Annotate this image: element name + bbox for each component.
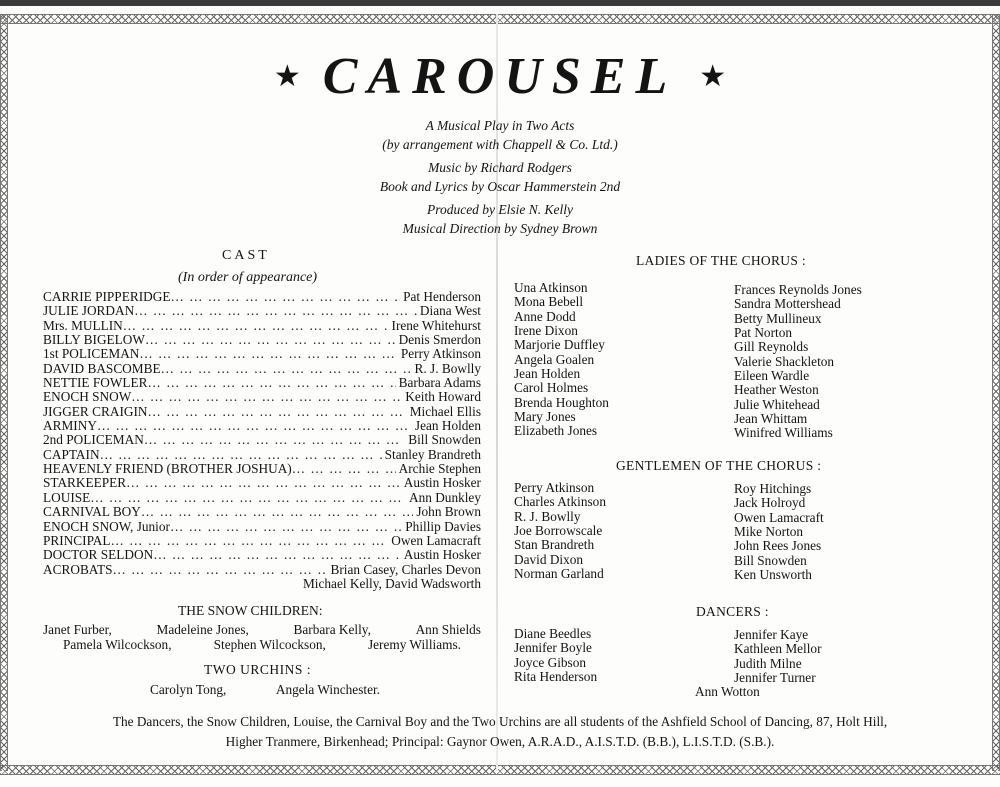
snow-child: Pamela Wilcockson, [63, 637, 172, 652]
chorus-member: Betty Mullineux [734, 310, 822, 326]
credit-line: Produced by Elsie N. Kelly [426, 202, 574, 217]
cast-role: ENOCH SNOW [43, 390, 132, 405]
cast-row [43, 548, 481, 562]
cast-actor: John Brown [416, 505, 481, 520]
chorus-member: Frances Reynolds Jones [734, 282, 862, 297]
cast-row [43, 419, 481, 433]
cast-row [43, 405, 481, 419]
cast-row [43, 304, 481, 318]
chorus-member: Joyce Gibson [514, 654, 587, 670]
cast-actor: Bill Snowden [408, 433, 481, 448]
cast-role: 1st POLICEMAN [43, 347, 140, 362]
cast-role: ENOCH SNOW, Junior [43, 519, 170, 534]
page-title: CAROUSEL [322, 48, 678, 105]
chorus-member: Marjorie Duffley [514, 337, 605, 353]
snow-children-heading: THE SNOW CHILDREN: [178, 603, 323, 618]
cast-role: ARMINY [43, 419, 97, 434]
dancers-heading: DANCERS : [696, 604, 769, 619]
dancer-last: Ann Wotton [695, 684, 760, 699]
cast-role: DOCTOR SELDON [43, 548, 154, 563]
dancers-col-1 [514, 627, 597, 684]
cast-actor: Perry Atkinson [400, 347, 481, 362]
cast-role: NETTIE FOWLER [43, 376, 148, 391]
leader-dots [161, 362, 412, 376]
cast-actor: Denis Smerdon [398, 333, 481, 348]
cast-actor: Keith Howard [405, 390, 481, 405]
cast-row [43, 563, 481, 577]
urchins-heading: TWO URCHINS : [204, 662, 311, 677]
cast-role: CARNIVAL BOY [43, 505, 141, 520]
chorus-member: Jennifer Boyle [514, 640, 592, 656]
chorus-member: Ken Unsworth [734, 567, 812, 583]
footer-line: Higher Tranmere, Birkenhead; Principal: Gaynor Owen, A.R.A.D., A.I.S.T.D. (B.B.), L.I.S.T.D. (S.B.). [225, 734, 775, 749]
chorus-member: Carol Holmes [514, 380, 589, 396]
urchins-names [150, 682, 380, 698]
cast-actor: Barbara Adams [398, 376, 481, 391]
cast-row [43, 333, 481, 347]
cast-actor: Jean Holden [414, 419, 481, 434]
cast-actor: Austin Hosker [403, 476, 481, 491]
cast-actor: Owen Lamacraft [391, 533, 481, 548]
leader-dots [90, 491, 406, 505]
chorus-member: Stan Brandreth [514, 537, 595, 553]
leader-dots [123, 319, 389, 333]
urchin: Angela Winchester. [275, 682, 380, 697]
title-block [0, 48, 1000, 105]
cast-row [43, 534, 481, 548]
star-icon: ★ [699, 59, 727, 94]
chorus-member: David Dixon [514, 551, 584, 567]
chorus-member: Sandra Mottershead [734, 296, 841, 312]
chorus-member: Irene Dixon [514, 323, 578, 339]
credit-line: Music by Richard Rodgers [428, 160, 572, 175]
credit-line: Book and Lyrics by Oscar Hammerstein 2nd [379, 179, 621, 194]
cast-actor-continued: Michael Kelly, David Wadsworth [302, 575, 481, 591]
cast-row [43, 362, 481, 376]
chorus-member: Jean Whittam [734, 411, 808, 427]
snow-children-line-1 [43, 622, 481, 638]
cast-row [43, 505, 481, 519]
chorus-member: Mona Bebell [514, 294, 584, 310]
chorus-member: Jennifer Turner [734, 670, 816, 686]
cast-row [43, 520, 481, 534]
cast-role: ACROBATS [43, 562, 113, 577]
snow-child: Ann Shields [415, 622, 481, 637]
gentlemen-heading: GENTLEMEN OF THE CHORUS : [616, 458, 822, 473]
cast-row [43, 433, 481, 447]
ladies-col-2 [734, 283, 862, 441]
footer-note [0, 712, 1000, 752]
cast-actor: Pat Henderson [403, 290, 481, 304]
cast-row [43, 390, 481, 404]
leader-dots [100, 448, 382, 462]
cast-role: LOUISE [43, 490, 91, 505]
cast-role: PRINCIPAL [43, 533, 111, 548]
snow-children-line-2 [63, 637, 461, 653]
leader-dots [112, 563, 327, 577]
cast-subheading: (In order of appearance) [178, 270, 318, 285]
credit-line: (by arrangement with Chappell & Co. Ltd.) [382, 137, 618, 152]
gentlemen-col-2 [734, 482, 824, 582]
leader-dots [153, 548, 401, 562]
chorus-member: Rita Henderson [514, 669, 598, 685]
cast-actor: Austin Hosker [403, 548, 481, 563]
chorus-member: Eileen Wardle [734, 368, 810, 384]
chorus-member: Anne Dodd [514, 308, 576, 324]
cast-role: JULIE JORDAN [43, 304, 135, 319]
chorus-member: Roy Hitchings [734, 481, 812, 496]
snow-child: Jeremy Williams. [367, 637, 461, 652]
cast-role: CAPTAIN [43, 447, 100, 462]
cast-row [43, 448, 481, 462]
chorus-member: Heather Weston [734, 382, 819, 398]
snow-child: Madeleine Jones, [156, 622, 249, 637]
border-bottom [0, 765, 1000, 775]
cast-row [43, 376, 481, 390]
dancers-col-2 [734, 628, 822, 685]
chorus-member: Winifred Williams [734, 425, 833, 441]
credit-line: Musical Direction by Sydney Brown [402, 221, 598, 236]
chorus-member: Julie Whitehead [734, 396, 820, 412]
ladies-heading: LADIES OF THE CHORUS : [636, 253, 806, 268]
chorus-member: Valerie Shackleton [734, 353, 835, 369]
cast-role: HEAVENLY FRIEND (BROTHER JOSHUA) [43, 462, 292, 477]
cast-actor: Diana West [419, 304, 481, 319]
chorus-member: John Rees Jones [734, 538, 822, 554]
chorus-member: Charles Atkinson [514, 494, 606, 510]
cast-row [43, 290, 481, 304]
gentlemen-col-1 [514, 481, 606, 581]
cast-row [43, 347, 481, 361]
cast-actor: Archie Stephen [398, 462, 481, 477]
leader-dots [131, 390, 402, 404]
leader-dots [170, 520, 402, 534]
cast-actor: Brian Casey, Charles Devon [330, 562, 481, 577]
chorus-member: Pat Norton [734, 325, 792, 341]
chorus-member: Mary Jones [514, 409, 576, 425]
chorus-member: Brenda Houghton [514, 394, 609, 410]
cast-row [43, 476, 481, 490]
chorus-member: Bill Snowden [734, 552, 807, 568]
cast-row [43, 462, 481, 476]
cast-role: CARRIE PIPPERIDGE [43, 290, 171, 304]
leader-dots [134, 304, 417, 318]
credit-line: A Musical Play in Two Acts [425, 118, 575, 133]
chorus-member: Una Atkinson [514, 280, 588, 295]
chorus-member: Jean Holden [514, 366, 581, 382]
cast-role: Mrs. MULLIN [43, 318, 123, 333]
cast-role: STARKEEPER [43, 476, 127, 491]
chorus-member: Norman Garland [514, 566, 604, 582]
snow-child: Stephen Wilcockson, [213, 637, 326, 652]
leader-dots [139, 347, 397, 361]
cast-actor: Phillip Davies [405, 519, 481, 534]
urchin: Carolyn Tong, [150, 682, 227, 697]
chorus-member: Elizabeth Jones [514, 423, 598, 439]
chorus-member: Judith Milne [734, 655, 802, 671]
cast-actor: Ann Dunkley [408, 490, 481, 505]
cast-row [43, 491, 481, 505]
cast-actor: Irene Whitehurst [391, 318, 481, 333]
credits [0, 116, 1000, 238]
chorus-member: R. J. Bowlly [514, 508, 581, 524]
chorus-member: Mike Norton [734, 524, 804, 540]
leader-dots [141, 505, 413, 519]
cast-role: 2nd POLICEMAN [43, 433, 144, 448]
chorus-member: Joe Borrowscale [514, 523, 603, 539]
top-edge [0, 0, 1000, 6]
leader-dots [148, 376, 396, 390]
cast-actor: Michael Ellis [409, 404, 481, 419]
cast-actor: R. J. Bowlly [414, 361, 481, 376]
snow-child: Barbara Kelly, [293, 622, 371, 637]
cast-role: DAVID BASCOMBE [43, 361, 161, 376]
chorus-member: Diane Beedles [514, 626, 592, 641]
chorus-member: Jennifer Kaye [734, 627, 809, 642]
leader-dots [97, 419, 412, 433]
chorus-member: Perry Atkinson [514, 480, 595, 495]
footer-line: The Dancers, the Snow Children, Louise, the Carnival Boy and the Two Urchins are all students of the Ashfield School of Dancing, 87, Holt Hill, [112, 714, 888, 729]
cast-role: JIGGER CRAIGIN [43, 404, 148, 419]
leader-dots [292, 462, 396, 476]
leader-dots [111, 534, 389, 548]
cast-list [43, 290, 481, 591]
leader-dots [126, 476, 401, 490]
border-top [0, 14, 1000, 24]
cast-role: BILLY BIGELOW [43, 333, 145, 348]
cast-heading: CAST [222, 248, 270, 263]
cast-actor: Stanley Brandreth [384, 447, 481, 462]
leader-dots [144, 433, 405, 447]
leader-dots [148, 405, 407, 419]
cast-row [43, 319, 481, 333]
leader-dots [145, 333, 396, 347]
chorus-member: Angela Goalen [514, 351, 595, 367]
chorus-member: Jack Holroyd [734, 495, 806, 511]
chorus-member: Owen Lamacraft [734, 509, 824, 525]
chorus-member: Gill Reynolds [734, 339, 809, 355]
chorus-member: Kathleen Mellor [734, 641, 822, 657]
ladies-col-1 [514, 281, 609, 439]
snow-child: Janet Furber, [43, 622, 112, 637]
leader-dots [170, 290, 400, 304]
star-icon: ★ [273, 59, 301, 94]
